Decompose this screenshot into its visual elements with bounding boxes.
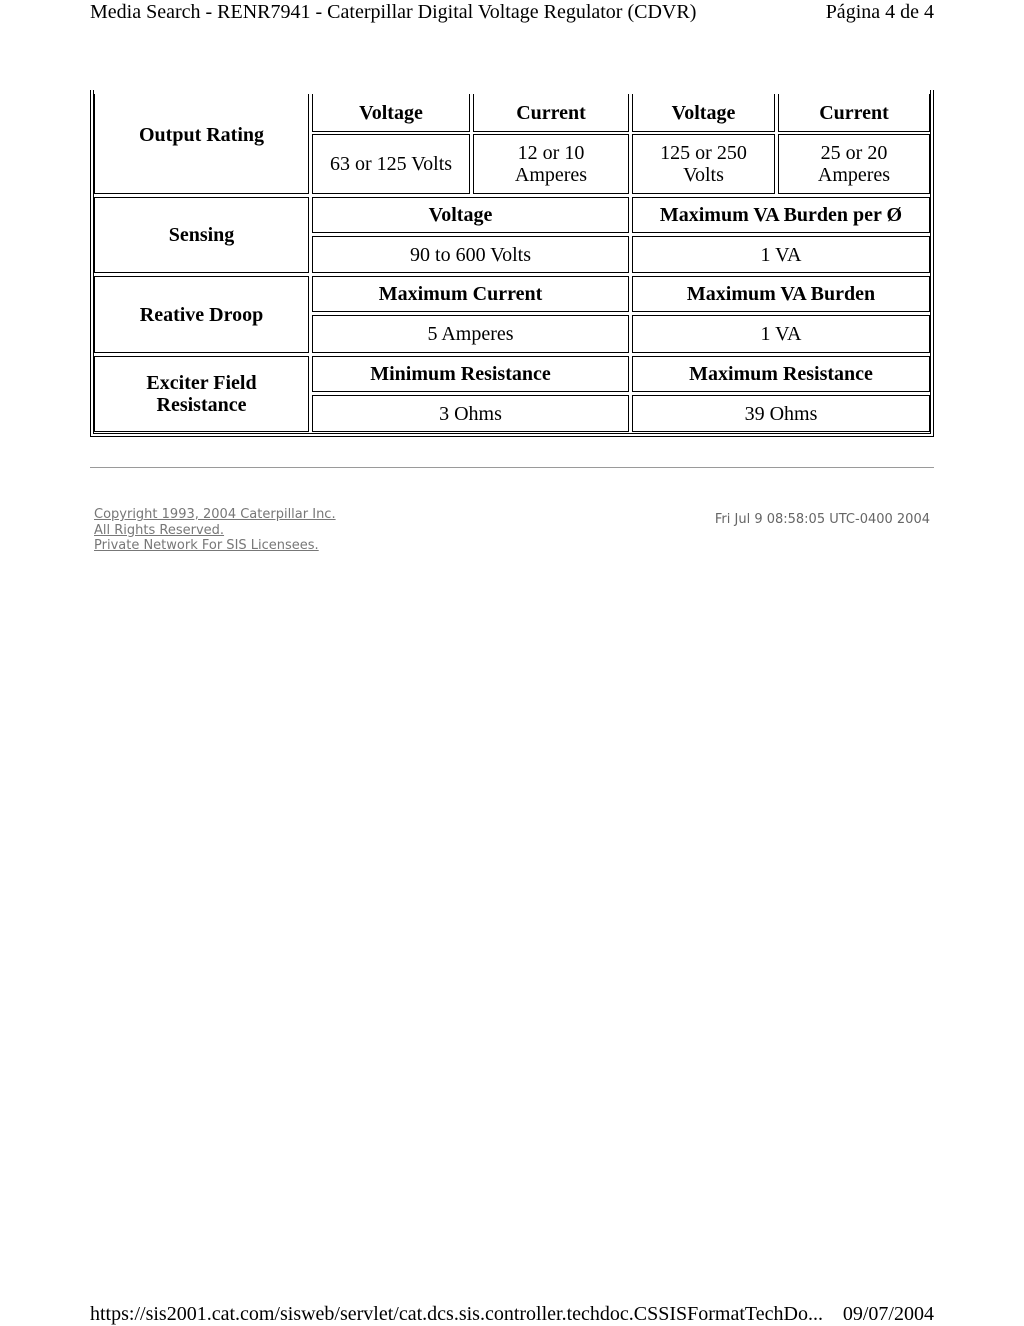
rights-reserved-link[interactable]: All Rights Reserved. xyxy=(94,522,225,538)
exciter-min-resistance-value: 3 Ohms xyxy=(312,395,629,432)
horizontal-divider xyxy=(90,467,934,468)
output-voltage-header-1: Voltage xyxy=(312,94,470,132)
sensing-voltage-value: 90 to 600 Volts xyxy=(312,236,629,273)
sensing-va-burden-header: Maximum VA Burden per Ø xyxy=(632,197,930,233)
output-current-value-1: 12 or 10 Amperes xyxy=(473,134,629,194)
output-rating-label: Output Rating xyxy=(94,94,309,194)
sensing-voltage-header: Voltage xyxy=(312,197,629,233)
exciter-min-resistance-header: Minimum Resistance xyxy=(312,356,629,392)
page-number: Página 4 de 4 xyxy=(825,1,934,23)
output-voltage-value-1: 63 or 125 Volts xyxy=(312,134,470,194)
sensing-label: Sensing xyxy=(94,197,309,273)
private-network-link[interactable]: Private Network For SIS Licensees. xyxy=(94,538,319,553)
generated-timestamp: Fri Jul 9 08:58:05 UTC-0400 2004 xyxy=(714,512,930,527)
sensing-va-burden-value: 1 VA xyxy=(632,236,930,273)
output-current-value-2: 25 or 20 Amperes xyxy=(778,134,930,194)
droop-max-va-burden-value: 1 VA xyxy=(632,315,930,353)
droop-max-current-value: 5 Amperes xyxy=(312,315,629,353)
exciter-max-resistance-value: 39 Ohms xyxy=(632,395,930,432)
droop-max-current-header: Maximum Current xyxy=(312,276,629,312)
output-voltage-header-2: Voltage xyxy=(632,94,775,132)
page-footer-date: 09/07/2004 xyxy=(842,1303,934,1325)
table-border-bottom xyxy=(93,433,931,434)
page-header-title: Media Search - RENR7941 - Caterpillar Digital Voltage Regulator (CDVR) xyxy=(90,1,697,23)
output-voltage-value-2: 125 or 250 Volts xyxy=(632,134,775,194)
droop-max-va-burden-header: Maximum VA Burden xyxy=(632,276,930,312)
reactive-droop-label: Reative Droop xyxy=(94,276,309,353)
exciter-field-label: Exciter Field Resistance xyxy=(94,356,309,432)
copyright-link[interactable]: Copyright 1993, 2004 Caterpillar Inc. xyxy=(94,507,336,522)
table-border-right xyxy=(930,90,931,434)
page-footer-url: https://sis2001.cat.com/sisweb/servlet/cat.dcs.sis.controller.techdoc.CSSISFormatTechDo... xyxy=(90,1303,823,1325)
exciter-max-resistance-header: Maximum Resistance xyxy=(632,356,930,392)
copyright-notice xyxy=(94,507,336,554)
output-current-header-1: Current xyxy=(473,94,629,132)
output-current-header-2: Current xyxy=(778,94,930,132)
